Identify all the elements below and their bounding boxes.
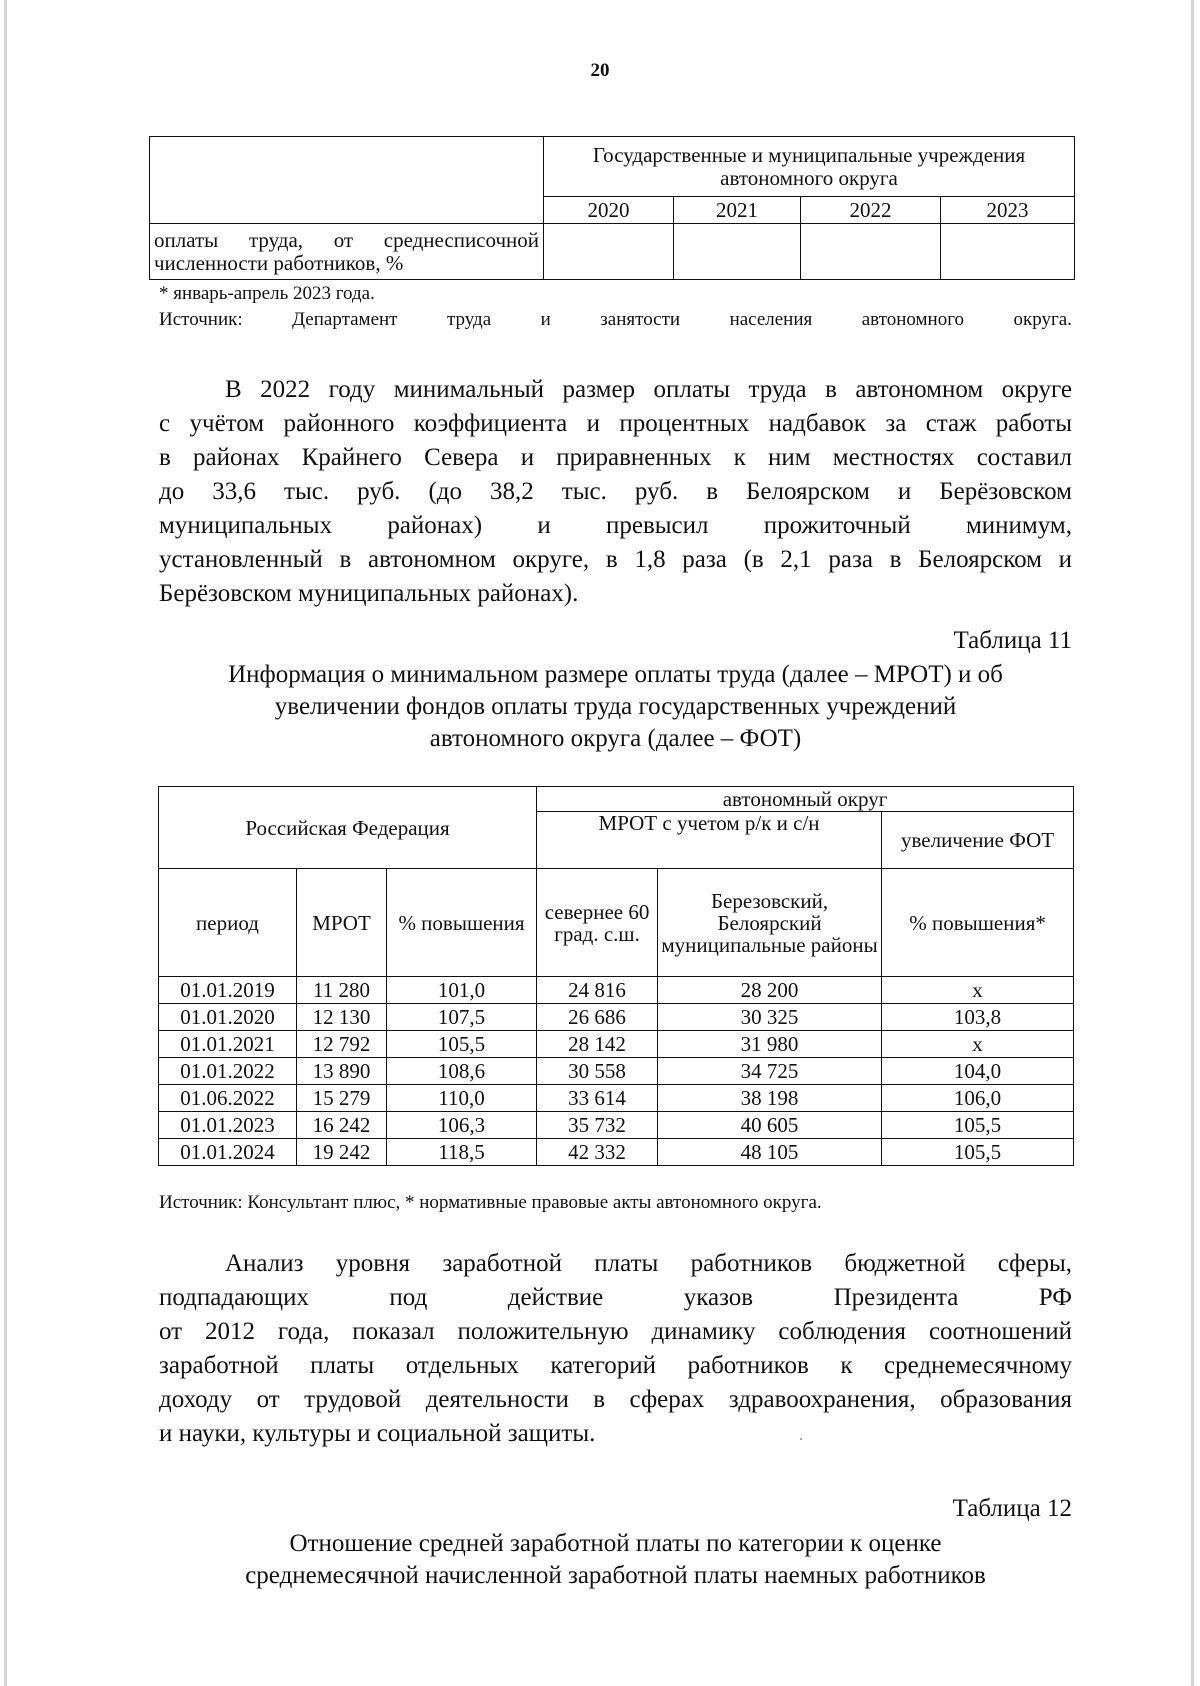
table-11-title-line: увеличении фондов оплаты труда государственных учреждений xyxy=(274,693,957,720)
header-mrot: МРОТ xyxy=(297,869,387,977)
table-11 xyxy=(158,786,1074,1166)
table-10-row-label: оплаты труда, от среднесписочной численности работников, % xyxy=(150,224,544,280)
cell-pct: 110,0 xyxy=(387,1085,537,1112)
cell-period: 01.01.2021 xyxy=(159,1031,297,1058)
header-north-60: севернее 60 град. с.ш. xyxy=(537,869,658,977)
paragraph-line: заработной платы отдельных категорий работников к среднемесячному xyxy=(159,1352,1072,1379)
cell-fot: 105,5 xyxy=(882,1112,1074,1139)
cell-period: 01.01.2023 xyxy=(159,1112,297,1139)
page-number: 20 xyxy=(590,60,610,81)
cell-pct: 105,5 xyxy=(387,1031,537,1058)
paragraph-line: подпадающих под действие указов Президента РФ xyxy=(159,1284,1072,1311)
cell-fot: 103,8 xyxy=(882,1004,1074,1031)
cell-fot: х xyxy=(882,977,1074,1004)
scan-edge-left xyxy=(4,0,7,1686)
source-note-2: Источник: Консультант плюс, * нормативные правовые акты автономного округа. xyxy=(159,1192,822,1213)
cell-north: 30 558 xyxy=(537,1058,658,1085)
table-10-cell xyxy=(801,224,941,280)
header-period: период xyxy=(159,869,297,977)
cell-north: 33 614 xyxy=(537,1085,658,1112)
paragraph-line: Анализ уровня заработной платы работников бюджетной сферы, xyxy=(225,1250,1072,1277)
cell-fot: 105,5 xyxy=(882,1139,1074,1166)
cell-districts: 38 198 xyxy=(658,1085,882,1112)
table-row xyxy=(159,1085,1074,1112)
table-row xyxy=(159,1139,1074,1166)
paragraph-line: установленный в автономном округе, в 1,8 раза (в 2,1 раза в Белоярском и xyxy=(159,546,1072,573)
paragraph-line: и науки, культуры и социальной защиты. xyxy=(159,1420,596,1447)
cell-period: 01.01.2019 xyxy=(159,977,297,1004)
paragraph-line: муниципальных районах) и превысил прожиточный минимум, xyxy=(159,512,1072,539)
cell-mrot: 15 279 xyxy=(297,1085,387,1112)
table-row xyxy=(159,1112,1074,1139)
cell-period: 01.01.2022 xyxy=(159,1058,297,1085)
header-russian-federation: Российская Федерация xyxy=(159,787,537,869)
footnote-jan-apr: * январь-апрель 2023 года. xyxy=(159,283,375,304)
cell-districts: 40 605 xyxy=(658,1112,882,1139)
table-10-cell xyxy=(674,224,801,280)
paragraph-line: В 2022 году минимальный размер оплаты труда в автономном округе xyxy=(225,376,1072,403)
table-11-title-line: Информация о минимальном размере оплаты труда (далее – МРОТ) и об xyxy=(228,661,1003,688)
cell-districts: 34 725 xyxy=(658,1058,882,1085)
cell-pct: 101,0 xyxy=(387,977,537,1004)
scan-speck xyxy=(800,1438,802,1440)
cell-period: 01.01.2020 xyxy=(159,1004,297,1031)
table-12-title-line: среднемесячной начисленной заработной платы наемных работников xyxy=(245,1562,986,1589)
header-pct-increase: % повышения xyxy=(387,869,537,977)
cell-districts: 28 200 xyxy=(658,977,882,1004)
table-row xyxy=(159,1031,1074,1058)
table-11-title-line: автономного округа (далее – ФОТ) xyxy=(429,725,802,752)
cell-mrot: 19 242 xyxy=(297,1139,387,1166)
cell-north: 28 142 xyxy=(537,1031,658,1058)
source-note-1: Источник: Департамент труда и занятости населения автономного округа. xyxy=(159,309,1072,330)
paragraph-2 xyxy=(159,1247,1072,1451)
table-10-year: 2022 xyxy=(801,197,941,224)
paragraph-line: в районах Крайнего Севера и приравненных к ним местностях составил xyxy=(159,444,1072,471)
header-fot-increase: увеличение ФОТ xyxy=(882,812,1074,869)
cell-mrot: 16 242 xyxy=(297,1112,387,1139)
cell-districts: 30 325 xyxy=(658,1004,882,1031)
table-10-group-header: Государственные и муниципальные учреждения автономного округа xyxy=(544,137,1075,197)
table-row xyxy=(159,977,1074,1004)
cell-period: 01.01.2024 xyxy=(159,1139,297,1166)
cell-pct: 118,5 xyxy=(387,1139,537,1166)
cell-pct: 107,5 xyxy=(387,1004,537,1031)
paragraph-line: с учётом районного коэффициента и процентных надбавок за стаж работы xyxy=(159,410,1072,437)
table-11-title xyxy=(159,659,1072,755)
table-10-empty-header xyxy=(150,137,544,224)
paragraph-line: от 2012 года, показал положительную динамику соблюдения соотношений xyxy=(159,1318,1072,1345)
table-row xyxy=(159,1004,1074,1031)
table-row xyxy=(159,1058,1074,1085)
table-10-continuation xyxy=(149,136,1075,280)
table-12-title xyxy=(159,1528,1072,1592)
paragraph-1 xyxy=(159,373,1072,611)
cell-mrot: 13 890 xyxy=(297,1058,387,1085)
table-10-year: 2023 xyxy=(941,197,1075,224)
header-autonomous-okrug: автономный округ xyxy=(537,787,1074,812)
cell-north: 24 816 xyxy=(537,977,658,1004)
paragraph-line: до 33,6 тыс. руб. (до 38,2 тыс. руб. в Белоярском и Берёзовском xyxy=(159,478,1072,505)
paragraph-line: Берёзовском муниципальных районах). xyxy=(159,580,579,607)
cell-north: 26 686 xyxy=(537,1004,658,1031)
cell-mrot: 12 130 xyxy=(297,1004,387,1031)
cell-fot: 106,0 xyxy=(882,1085,1074,1112)
cell-districts: 48 105 xyxy=(658,1139,882,1166)
cell-north: 35 732 xyxy=(537,1112,658,1139)
cell-mrot: 11 280 xyxy=(297,977,387,1004)
table-12-title-line: Отношение средней заработной платы по категории к оценке xyxy=(289,1530,942,1557)
cell-fot: х xyxy=(882,1031,1074,1058)
cell-mrot: 12 792 xyxy=(297,1031,387,1058)
cell-north: 42 332 xyxy=(537,1139,658,1166)
cell-pct: 106,3 xyxy=(387,1112,537,1139)
cell-pct: 108,6 xyxy=(387,1058,537,1085)
cell-period: 01.06.2022 xyxy=(159,1085,297,1112)
table-10-year: 2020 xyxy=(544,197,674,224)
header-mrot-rk-sn: МРОТ с учетом р/к и с/н xyxy=(537,812,882,869)
paragraph-line: доходу от трудовой деятельности в сферах здравоохранения, образования xyxy=(159,1386,1072,1413)
table-10-year: 2021 xyxy=(674,197,801,224)
cell-districts: 31 980 xyxy=(658,1031,882,1058)
scan-edge-right xyxy=(1191,0,1194,1686)
table-10-cell xyxy=(941,224,1075,280)
table-10-cell xyxy=(544,224,674,280)
header-districts: Березовский, Белоярский муниципальные районы xyxy=(658,869,882,977)
header-pct-increase-star: % повышения* xyxy=(882,869,1074,977)
table-11-caption: Таблица 11 xyxy=(953,627,1072,654)
cell-fot: 104,0 xyxy=(882,1058,1074,1085)
table-12-caption: Таблица 12 xyxy=(952,1495,1072,1522)
